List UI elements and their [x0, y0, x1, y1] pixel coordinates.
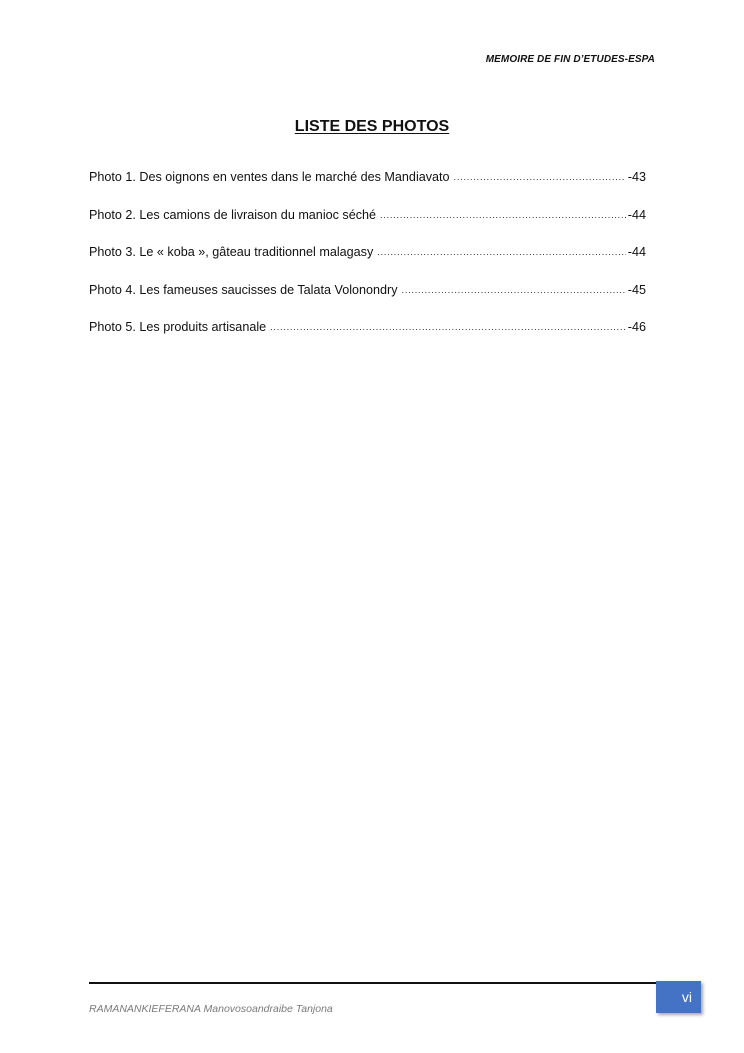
footer-author: RAMANANKIEFERANA Manovosoandraibe Tanjona	[89, 1003, 333, 1015]
entry-page: -44	[627, 245, 646, 259]
list-item	[89, 283, 646, 321]
entry-label: Photo 1. Des oignons en ventes dans le marché des Mandiavato	[89, 170, 450, 184]
dot-leader	[454, 172, 626, 182]
entry-label: Photo 4. Les fameuses saucisses de Talata Volonondry	[89, 282, 398, 297]
list-item	[89, 320, 646, 358]
footer-divider	[89, 982, 675, 984]
entry-page: -46	[627, 320, 646, 334]
dot-leader	[270, 322, 626, 332]
entry-page: -45	[627, 282, 646, 297]
page-number-badge	[656, 981, 701, 1013]
list-item	[89, 208, 646, 246]
page-number: vi	[681, 989, 692, 1005]
entry-page: -43	[627, 170, 646, 184]
running-header: MEMOIRE DE FIN D’ETUDES-ESPA	[485, 54, 655, 65]
photo-list	[89, 170, 646, 358]
entry-label: Photo 5. Les produits artisanale	[89, 320, 267, 334]
list-item	[89, 170, 646, 208]
entry-label: Photo 2. Les camions de livraison du manioc séché	[89, 207, 377, 222]
dot-leader	[377, 247, 626, 257]
dot-leader	[380, 210, 626, 220]
entry-page: -44	[627, 207, 646, 222]
page-title: LISTE DES PHOTOS	[294, 118, 450, 135]
entry-label: Photo 3. Le « koba », gâteau traditionnel malagasy	[89, 245, 374, 259]
list-item	[89, 245, 646, 283]
dot-leader	[402, 285, 626, 295]
